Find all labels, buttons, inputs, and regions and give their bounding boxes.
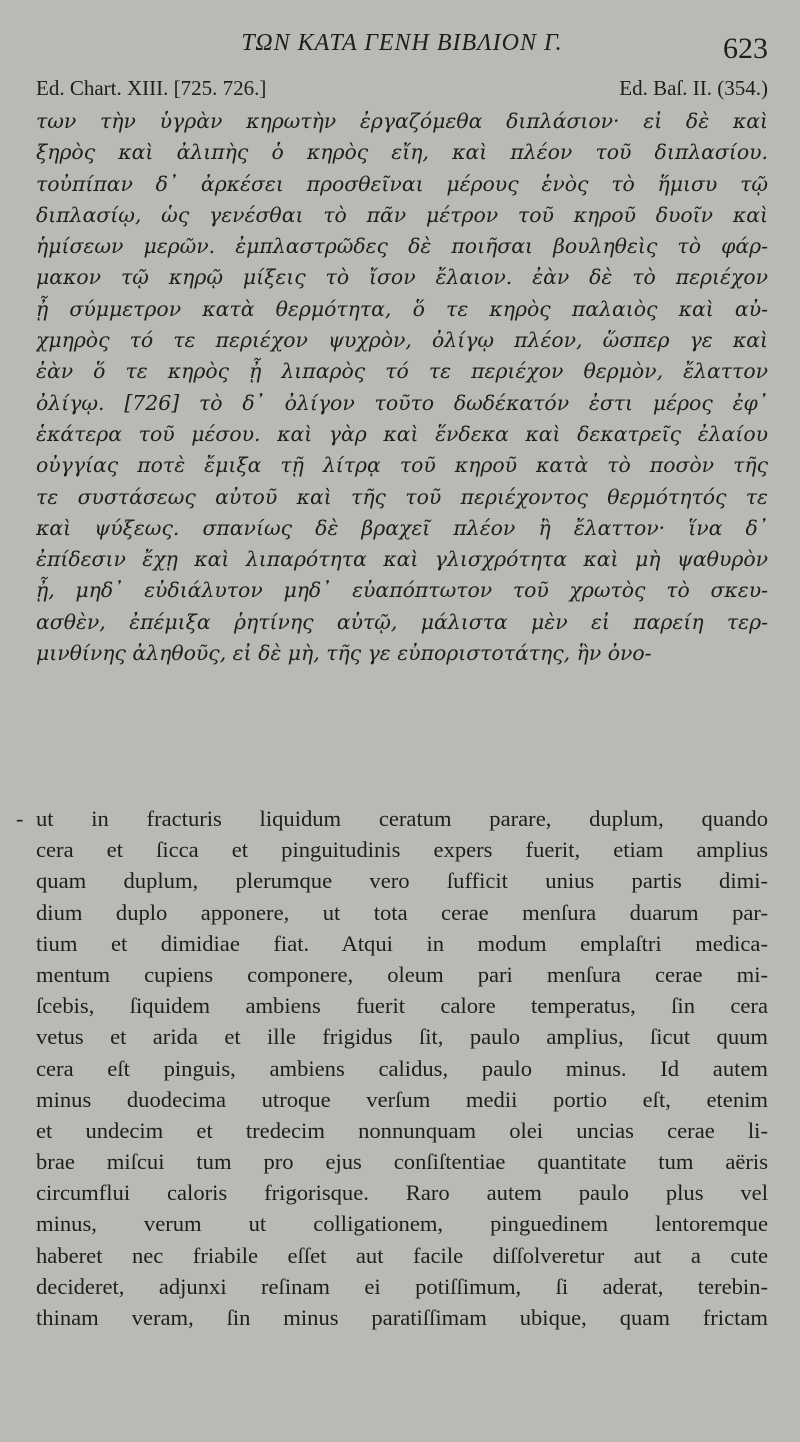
edition-basel-reference: Ed. Baſ. II. (354.) [619,76,768,100]
latin-text-line: cera eſt pinguis, ambiens calidus, paulo minus. Id autem [36,1055,768,1081]
greek-text-line: ὀλίγῳ. [726] τὸ δ᾽ ὀλίγον τοῦτο δωδέκατόν ἐστι μέρος ἐφ᾽ [36,390,768,415]
latin-text-block [36,803,768,1333]
greek-text-line: χμηρὸς τό τε περιέχον ψυχρὸν, ὀλίγῳ πλέον, ὥσπερ γε καὶ [36,328,768,353]
latin-text-line: decideret, adjunxi reſinam ei potiſſimum, ſi aderat, terebin- [36,1273,768,1299]
greek-text-line: ἡμίσεων μερῶν. ἐμπλαστρῶδες δὲ ποιῆσαι βουληθεὶς τὸ φάρ- [36,234,768,259]
latin-text-line: minus duodecima utroque verſum medii portio eſt, etenim [36,1086,768,1112]
greek-text-line: μακον τῷ κηρῷ μίξεις τὸ ἴσον ἔλαιον. ἐὰν δὲ τὸ περιέχον [36,265,768,290]
edition-references [36,76,768,102]
greek-text-line: τε συστάσεως αὐτοῦ καὶ τῆς τοῦ περιέχοντος θερμότητός τε [36,484,768,509]
greek-text-line: καὶ ψύξεως. σπανίως δὲ βραχεῖ πλέον ἢ ἔλαττον· ἵνα δ᾽ [36,515,768,540]
greek-text-line: ἐὰν ὅ τε κηρὸς ᾖ λιπαρὸς τό τε περιέχον θερμὸν, ἔλαττον [36,359,768,384]
running-title: ΤΩΝ ΚΑΤΑ ΓΕΝΗ ΒΙΒΛΙΟΝ Γ. [241,30,563,56]
greek-text-line: διπλασίῳ, ὡς γενέσθαι τὸ πᾶν μέτρον τοῦ κηροῦ δυοῖν καὶ [36,202,768,227]
greek-text-line: ἐπίδεσιν ἔχῃ καὶ λιπαρότητα καὶ γλισχρότητα καὶ μὴ ψαθυρὸν [36,547,768,572]
greek-text-line: μινθίνης ἀληθοῦς, εἰ δὲ μὴ, τῆς γε εὐποριστοτάτης, ἣν ὀνο- [36,641,652,666]
latin-text-line: dium duplo apponere, ut tota cerae menſura duarum par- [36,899,768,925]
latin-text-line: circumflui caloris frigorisque. Raro autem paulo plus vel [36,1180,768,1206]
latin-text-line: thinam veram, ſin minus paratiſſimam ubique, quam frictam [36,1305,768,1330]
margin-dash-mark: - [16,806,24,831]
page-number: 623 [723,32,768,65]
greek-text-line: ξηρὸς καὶ ἀλιπὴς ὁ κηρὸς εἴη, καὶ πλέον τοῦ διπλασίου. [36,140,768,165]
greek-text-line: ᾖ, μηδ᾽ εὐδιάλυτον μηδ᾽ εὐαπόπτωτον τοῦ χρωτὸς τὸ σκευ- [36,578,768,603]
latin-text-line: ut in fracturis liquidum ceratum parare, duplum, quando [36,806,768,831]
greek-text-block [36,106,768,669]
latin-text-line: brae miſcui tum pro ejus conſiſtentiae quantitate tum aëris [36,1149,768,1175]
latin-text-line: tium et dimidiae fiat. Atqui in modum emplaſtri medica- [36,930,768,956]
latin-text-line: et undecim et tredecim nonnunquam olei uncias cerae li- [36,1117,768,1143]
greek-text-line: ᾖ σύμμετρον κατὰ θερμότητα, ὅ τε κηρὸς παλαιὸς καὶ αὐ- [36,296,768,321]
latin-text-line: cera et ſicca et pinguitudinis expers fuerit, etiam amplius [36,837,768,863]
edition-chart-reference: Ed. Chart. XIII. [725. 726.] [36,76,267,100]
latin-text-line: minus, verum ut colligationem, pinguedinem lentoremque [36,1211,768,1237]
latin-text-line: quam duplum, plerumque vero ſufficit unius partis dimi- [36,868,768,894]
greek-text-line: τοὐπίπαν δ᾽ ἀρκέσει προσθεῖναι μέρους ἑνὸς τὸ ἥμισυ τῷ [36,171,768,196]
greek-text-line: ἑκάτερα τοῦ μέσου. καὶ γὰρ καὶ ἕνδεκα καὶ δεκατρεῖς ἐλαίου [36,421,768,446]
latin-text-line: ſcebis, ſiquidem ambiens fuerit calore temperatus, ſin cera [36,993,768,1019]
latin-text-line: vetus et arida et ille frigidus ſit, paulo amplius, ſicut quum [36,1024,768,1050]
latin-text-line: haberet nec friabile eſſet aut facile diſſolveretur aut a cute [36,1242,768,1268]
greek-text-line: οὐγγίας ποτὲ ἔμιξα τῇ λίτρᾳ τοῦ κηροῦ κατὰ τὸ ποσὸν τῆς [36,453,768,478]
latin-text-line: mentum cupiens componere, oleum pari menſura cerae mi- [36,961,768,987]
greek-text-line: των τὴν ὑγρὰν κηρωτὴν ἐργαζόμεθα διπλάσιον· εἰ δὲ καὶ [36,109,768,133]
page-header [36,30,768,70]
greek-text-line: ασθὲν, ἐπέμιξα ῥητίνης αὐτῷ, μάλιστα μὲν εἰ παρείη τερ- [36,609,768,634]
